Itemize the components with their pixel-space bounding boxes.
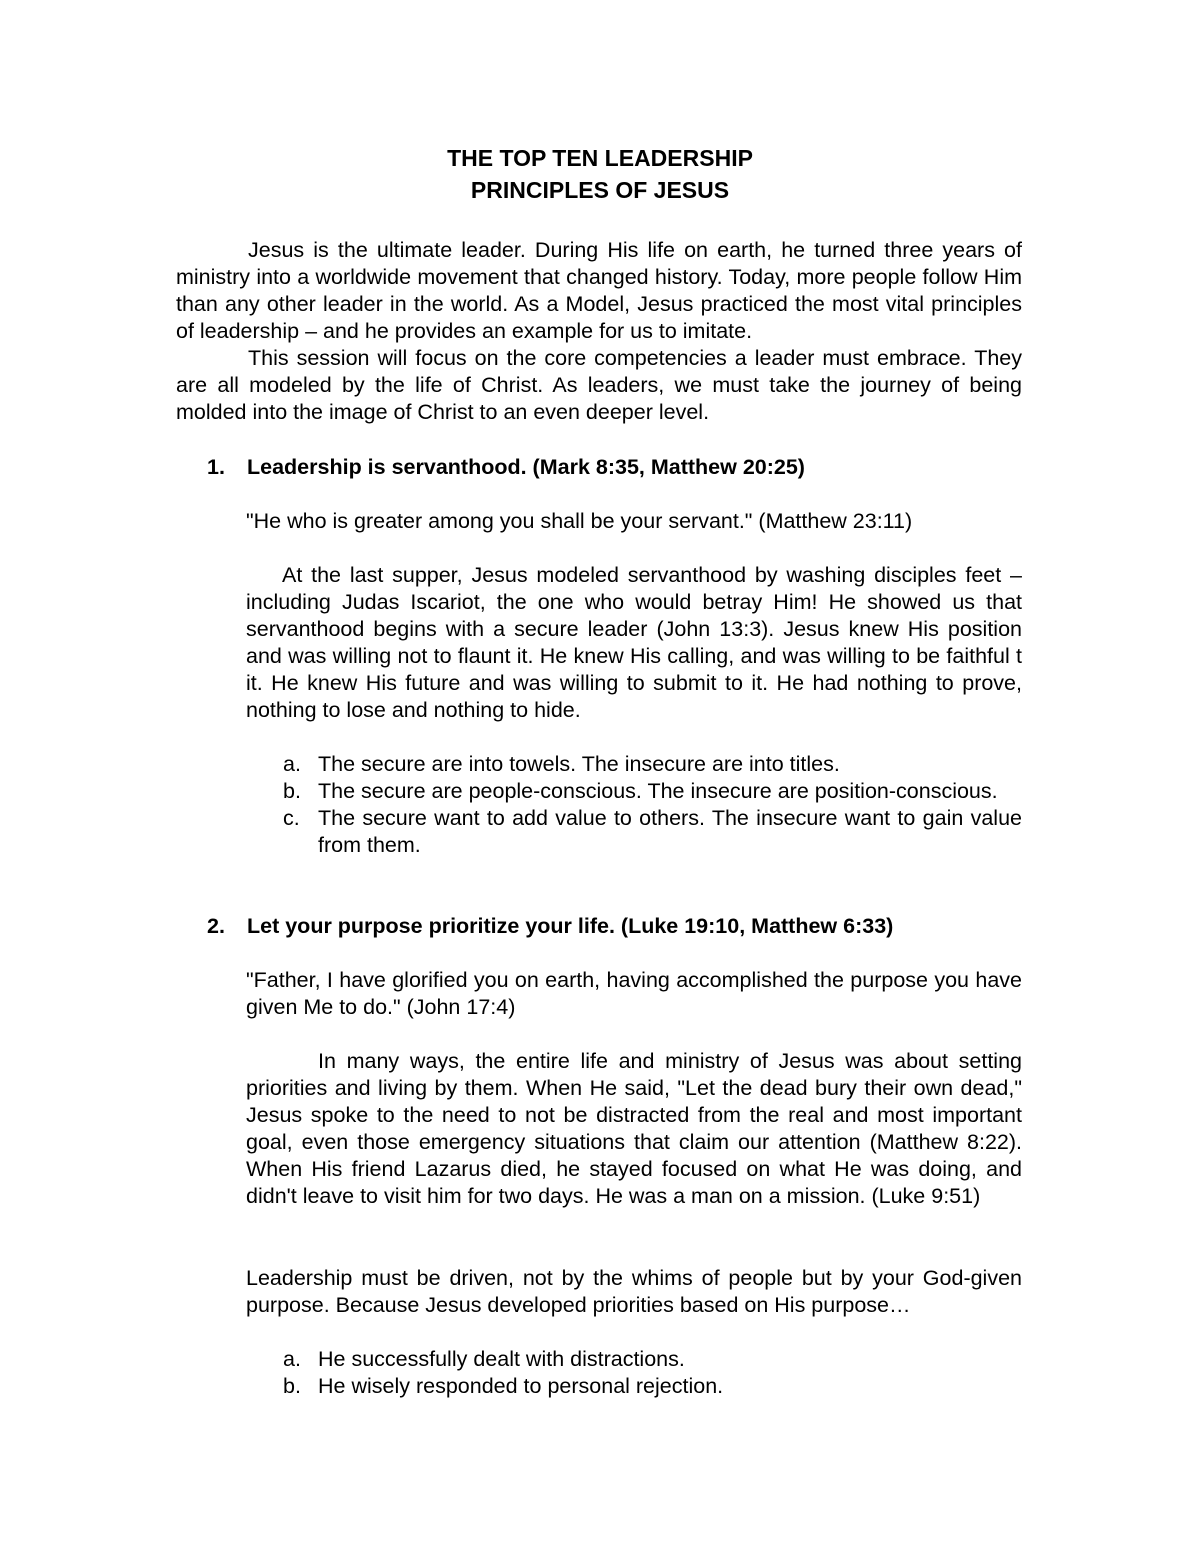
section-quote: "He who is greater among you shall be your servant." (Matthew 23:11) [246, 509, 913, 533]
section-paragraph: At the last supper, Jesus modeled servanthood by washing disciples feet – including Judas Iscariot, the one who would betray Him! He showed us that servanthood begins with a secure leader (John 13:3). Jesus knew His position and was willing not to flaunt it. He knew His calling, and was willing to be faithful t it. He knew His future and was willing to submit to it. He had nothing to prove, nothing to lose and nothing to hide. [246, 563, 1022, 722]
section-list [283, 1346, 1022, 1400]
list-item [283, 1346, 1022, 1373]
intro-section [176, 237, 1022, 426]
section-number: 1. [207, 455, 225, 479]
list-item-text: The secure are people-conscious. The insecure are position-conscious. [318, 779, 998, 803]
document-title-line-2: PRINCIPLES OF JESUS [470, 177, 730, 203]
list-marker: b. [283, 779, 301, 803]
list-item-text: The secure want to add value to others. The insecure want to gain value from them. [318, 806, 1022, 857]
list-item [283, 805, 1022, 859]
list-marker: a. [283, 1347, 301, 1371]
list-item-text: He successfully dealt with distractions. [318, 1347, 685, 1371]
intro-paragraph: Jesus is the ultimate leader. During His life on earth, he turned three years of ministry into a worldwide movement that changed history. Today, more people follow Him than any other leader in the world. As a Model, Jesus practiced the most vital principles of leadership – and he provides an example for us to imitate. [176, 238, 1022, 343]
section-number: 2. [207, 914, 225, 938]
list-item-text: The secure are into towels. The insecure are into titles. [318, 752, 840, 776]
document-title-line-1: THE TOP TEN LEADERSHIP [447, 145, 753, 171]
section-heading [207, 454, 1027, 481]
list-item [283, 1373, 1022, 1400]
list-item-text: He wisely responded to personal rejection. [318, 1374, 724, 1398]
list-item [283, 778, 1022, 805]
list-marker: c. [283, 806, 300, 830]
section-quote: "Father, I have glorified you on earth, having accomplished the purpose you have given Me to do." (John 17:4) [246, 968, 1022, 1019]
section-heading [207, 913, 1027, 940]
list-marker: a. [283, 752, 301, 776]
section-heading-text: Let your purpose prioritize your life. (Luke 19:10, Matthew 6:33) [247, 914, 894, 938]
section-paragraph: In many ways, the entire life and ministry of Jesus was about setting priorities and living by them. When He said, "Let the dead bury their own dead," Jesus spoke to the need to not be distracted from the real and most important goal, even those emergency situations that claim our attention (Matthew 8:22). When His friend Lazarus died, he stayed focused on what He was doing, and didn't leave to visit him for two days. He was a man on a mission. (Luke 9:51) [246, 1049, 1022, 1208]
section-paragraph: Leadership must be driven, not by the whims of people but by your God-given purpose. Because Jesus developed priorities based on His purpose… [246, 1266, 1022, 1317]
section-heading-text: Leadership is servanthood. (Mark 8:35, Matthew 20:25) [247, 455, 805, 479]
intro-paragraph: This session will focus on the core competencies a leader must embrace. They are all modeled by the life of Christ. As leaders, we must take the journey of being molded into the image of Christ to an even deeper level. [176, 346, 1022, 424]
section-list [283, 751, 1022, 859]
list-item [283, 751, 1022, 778]
list-marker: b. [283, 1374, 301, 1398]
